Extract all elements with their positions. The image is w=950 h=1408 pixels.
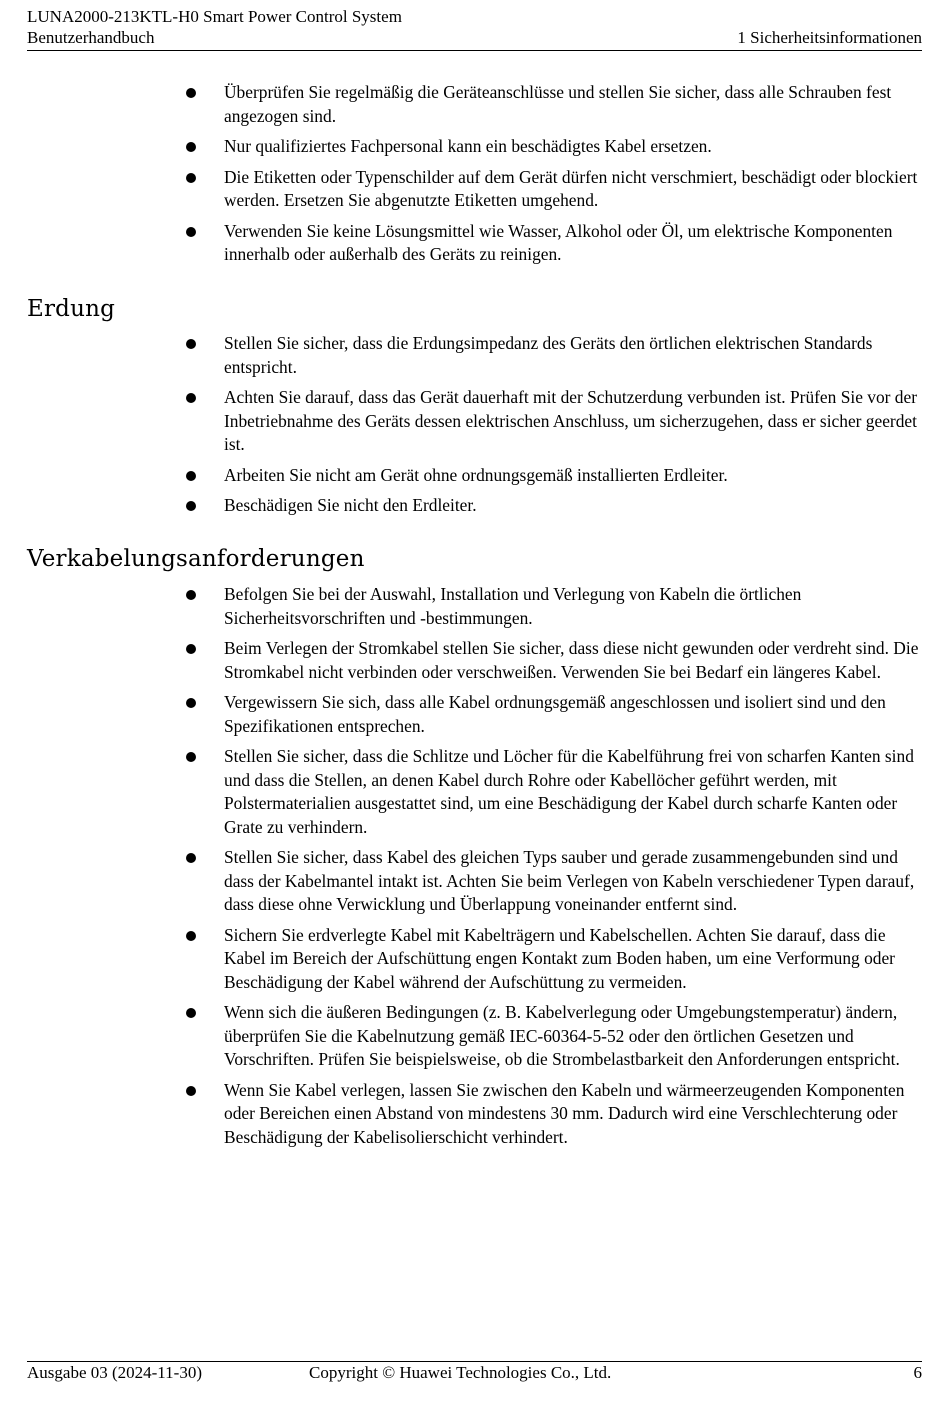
bullet-icon (186, 88, 196, 98)
bullet-icon (186, 142, 196, 152)
section-heading-verkabelung: Verkabelungsanforderungen (27, 546, 365, 572)
bullet-icon (186, 393, 196, 403)
list-item: Verwenden Sie keine Lösungsmittel wie Wasser, Alkohol oder Öl, um elektrische Komponenten innerhalb oder außerhalb des Geräts zu reinigen. (186, 220, 922, 267)
bullet-icon (186, 752, 196, 762)
bullet-icon (186, 471, 196, 481)
header-chapter: 1 Sicherheitsinformationen (737, 28, 922, 47)
list-item: Stellen Sie sicher, dass Kabel des gleichen Typs sauber und gerade zusammengebunden sind und dass der Kabelmantel intakt ist. Achten Sie beim Verlegen von Kabeln verschiedener Typen darauf, dass diese ohne Verwicklung und Überlappung voneinander entfernt sind. (186, 846, 922, 917)
list-item: Beschädigen Sie nicht den Erdleiter. (186, 494, 922, 518)
bullet-icon (186, 590, 196, 600)
bullet-icon (186, 853, 196, 863)
bullet-icon (186, 339, 196, 349)
list-item: Die Etiketten oder Typenschilder auf dem Gerät dürfen nicht verschmiert, beschädigt oder blockiert werden. Ersetzen Sie abgenutzte Etiketten umgehend. (186, 166, 922, 213)
header-second-row (27, 27, 922, 48)
list-item: Sichern Sie erdverlegte Kabel mit Kabelträgern und Kabelschellen. Achten Sie darauf, dass die Kabel im Bereich der Aufschüttung engen Kontakt zum Boden haben, um eine Verformung oder Beschädigung der Kabel während der Aufschüttung zu vermeiden. (186, 924, 922, 995)
bullet-icon (186, 931, 196, 941)
footer-page-number: 6 (913, 1363, 922, 1382)
list-item: Nur qualifiziertes Fachpersonal kann ein beschädigtes Kabel ersetzen. (186, 135, 922, 159)
verkabelung-bullet-list (186, 583, 922, 1156)
list-item: Wenn Sie Kabel verlegen, lassen Sie zwischen den Kabeln und wärmeerzeugenden Komponenten oder Bereichen einen Abstand von mindestens 30 mm. Dadurch wird eine Verschlechterung oder Beschädigung der Kabelisolierschicht verhindert. (186, 1079, 922, 1150)
list-item: Achten Sie darauf, dass das Gerät dauerhaft mit der Schutzerdung verbunden ist. Prüfen Sie vor der Inbetriebnahme des Geräts dessen elektrischen Anschluss, um sicherzugehen, dass er sicher geerdet ist. (186, 386, 922, 457)
intro-bullet-list (186, 81, 922, 274)
header-doc-type: Benutzerhandbuch (27, 28, 155, 47)
section-heading-erdung: Erdung (27, 296, 116, 322)
bullet-icon (186, 173, 196, 183)
list-item: Stellen Sie sicher, dass die Erdungsimpedanz des Geräts den örtlichen elektrischen Standards entspricht. (186, 332, 922, 379)
list-item: Stellen Sie sicher, dass die Schlitze und Löcher für die Kabelführung frei von scharfen Kanten sind und dass die Stellen, an denen Kabel durch Rohre oder Kabellöcher geführt werden, mit Polstermaterialien ausgestattet sind, um eine Beschädigung der Kabel durch scharfe Kanten oder Grate zu verhindern. (186, 745, 922, 839)
page-header (27, 6, 922, 48)
bullet-icon (186, 698, 196, 708)
bullet-icon (186, 501, 196, 511)
page-footer (27, 1362, 922, 1383)
list-item: Überprüfen Sie regelmäßig die Geräteanschlüsse und stellen Sie sicher, dass alle Schrauben fest angezogen sind. (186, 81, 922, 128)
list-item: Befolgen Sie bei der Auswahl, Installation und Verlegung von Kabeln die örtlichen Sicherheitsvorschriften und -bestimmungen. (186, 583, 922, 630)
footer-copyright: Copyright © Huawei Technologies Co., Ltd. (309, 1363, 612, 1382)
header-divider (27, 50, 922, 51)
header-product-name: LUNA2000-213KTL-H0 Smart Power Control System (27, 7, 402, 26)
list-item: Beim Verlegen der Stromkabel stellen Sie sicher, dass diese nicht gewunden oder verdreht sind. Die Stromkabel nicht verbinden oder verschweißen. Verwenden Sie bei Bedarf ein längeres Kabel. (186, 637, 922, 684)
erdung-bullet-list (186, 332, 922, 525)
bullet-icon (186, 1086, 196, 1096)
footer-edition: Ausgabe 03 (2024-11-30) (27, 1363, 202, 1382)
bullet-icon (186, 227, 196, 237)
list-item: Wenn sich die äußeren Bedingungen (z. B. Kabelverlegung oder Umgebungstemperatur) ändern, überprüfen Sie die Kabelnutzung gemäß IEC-60364-5-52 oder den örtlichen Gesetzen und Vorschriften. Prüfen Sie beispielsweise, ob die Strombelastbarkeit den Anforderungen entspricht. (186, 1001, 922, 1072)
bullet-icon (186, 1008, 196, 1018)
bullet-icon (186, 644, 196, 654)
list-item: Vergewissern Sie sich, dass alle Kabel ordnungsgemäß angeschlossen und isoliert sind und den Spezifikationen entsprechen. (186, 691, 922, 738)
list-item: Arbeiten Sie nicht am Gerät ohne ordnungsgemäß installierten Erdleiter. (186, 464, 922, 488)
